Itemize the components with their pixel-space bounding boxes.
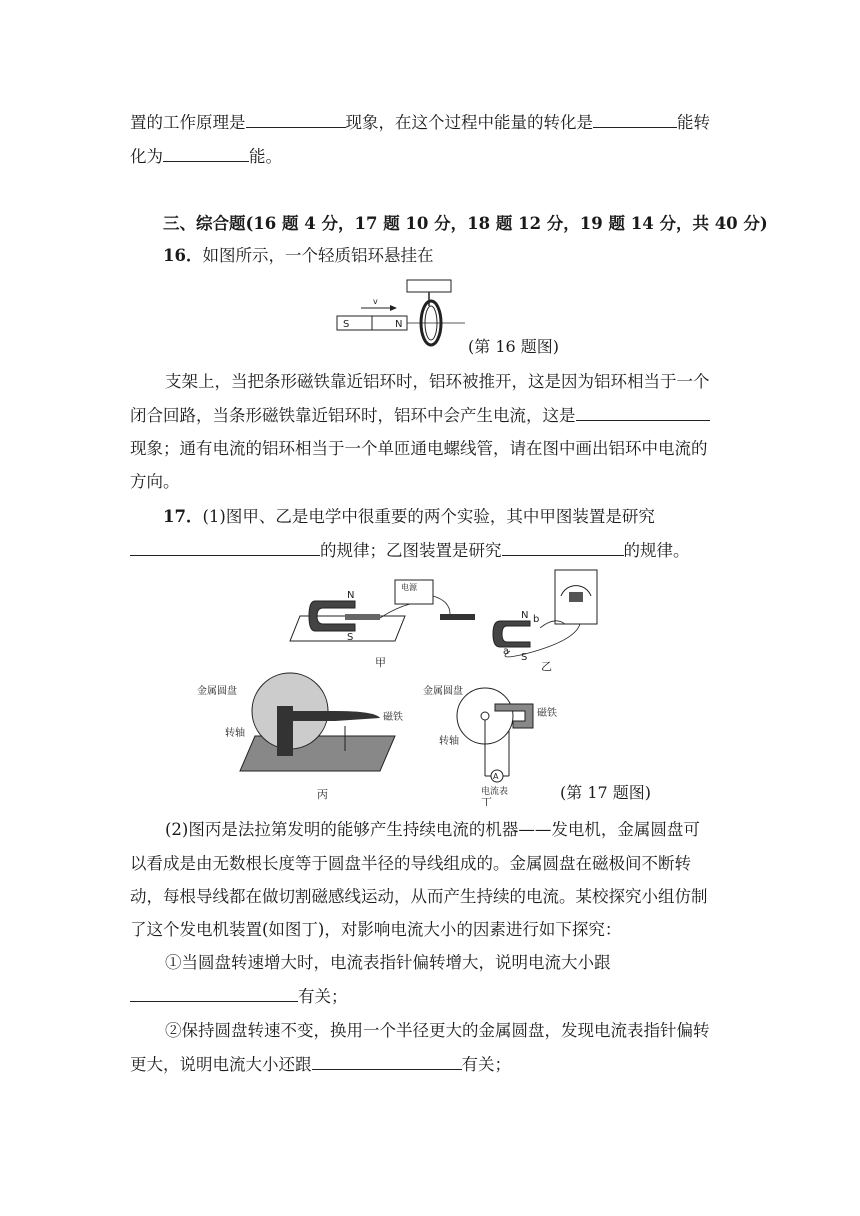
answer-blank[interactable] [130,985,298,1002]
figure-bing-label: 丙 [317,788,328,801]
figure-17-caption: (第 17 题图) [560,783,652,802]
figure-ding-label: 丁 [481,796,492,806]
question-17-intro [163,505,728,529]
ammeter-symbol: A [493,772,499,781]
arrow-icon [390,305,397,311]
question-number: 17． [163,507,203,526]
text-span: 动，每根导线都在做切割磁感线运动，从而产生持续的电流。某校探究小组仿制 [130,887,708,906]
text-line [130,470,730,494]
arrow-label: v [373,297,378,306]
text-span: 置的工作原理是 [130,113,246,132]
question-16-intro [163,244,728,268]
text-line [130,1053,730,1077]
figure-jia-label: 甲 [375,656,386,669]
text-span: 现象，在这个过程中能量的转化是 [345,113,593,132]
text-span: 有关； [298,987,348,1006]
axle-label: 转轴 [225,728,245,739]
text-line [165,951,730,975]
answer-blank[interactable] [130,539,320,556]
text-span: 能。 [249,147,282,166]
text-span: 的规律；乙图装置是研究 [320,541,502,560]
figure-ding [423,684,557,806]
question-number: 16． [163,246,203,265]
figure-jia [290,580,475,669]
text-span: 更大，说明电流大小还跟 [130,1055,312,1074]
magnet-label: 磁铁 [383,712,403,723]
wire-b-label: b [533,614,540,625]
text-line [130,404,730,428]
section-heading [163,212,768,236]
text-span: (2)图丙是法拉第发明的能够产生持续电流的机器——发电机，金属圆盘可 [165,820,700,839]
wire-a-label: a [503,646,510,657]
magnet-label: 磁铁 [537,708,557,719]
text-line [130,918,730,942]
text-line [165,1019,730,1043]
text-span: 如图所示，一个轻质铝环悬挂在 [202,246,434,265]
text-span: 支架上，当把条形磁铁靠近铝环时，铝环被推开，这是因为铝环相当于一个 [165,372,710,391]
section-title: 三、综合题(16 题 4 分，17 题 10 分，18 题 12 分，19 题 14 分，共 40 分) [163,214,768,233]
text-line [130,985,730,1009]
text-span: (1)图甲、乙是电学中很重要的两个实验，其中甲图装置是研究 [202,507,655,526]
text-span: 现象；通有电流的铝环相当于一个单匝通电螺线管，请在图中画出铝环中电流的 [130,439,708,458]
figure-16 [335,278,475,358]
text-line [130,852,730,876]
answer-blank[interactable] [502,539,624,556]
text-span: 有关； [461,1055,511,1074]
pole-s-label: S [521,652,528,663]
power-supply-label: 电源 [401,583,417,592]
text-span: 的规律。 [623,541,690,560]
text-line [130,145,730,169]
figure-yi-label: 乙 [541,660,552,673]
figure-yi [493,570,597,673]
text-span: 能转 [677,113,710,132]
magnet-s-label: S [343,319,350,330]
text-span: 方向。 [130,472,180,491]
text-span: ①当圆盘转速增大时，电流表指针偏转增大，说明电流大小跟 [165,953,611,972]
ammeter-label: 电流表 [481,787,509,797]
magnet-n-label: N [395,319,403,330]
text-line [130,539,730,563]
answer-blank[interactable] [593,111,677,128]
answer-blank[interactable] [576,404,710,421]
pole-s-label: S [347,632,354,643]
text-span: 了这个发电机装置(如图丁)，对影响电流大小的因素进行如下探究： [130,920,622,939]
text-line [130,885,730,909]
figure-17 [195,566,655,806]
answer-blank[interactable] [312,1053,462,1070]
figure-16-caption: (第 16 题图) [468,337,560,356]
figure-bing [197,673,403,801]
text-line [165,818,730,842]
text-span: ②保持圆盘转速不变，换用一个半径更大的金属圆盘，发现电流表指针偏转 [165,1021,710,1040]
text-span: 闭合回路，当条形磁铁靠近铝环时，铝环中会产生电流，这是 [130,406,576,425]
text-line [130,437,730,461]
pole-n-label: N [347,590,355,601]
text-line [130,111,730,135]
text-line [165,370,730,394]
axle-label: 转轴 [439,736,459,747]
text-span: 以看成是由无数根长度等于圆盘半径的导线组成的。金属圆盘在磁极间不断转 [130,854,691,873]
disk-label: 金属圆盘 [197,686,237,697]
answer-blank[interactable] [163,145,249,162]
answer-blank[interactable] [246,111,346,128]
pole-n-label: N [521,610,529,621]
text-span: 化为 [130,147,163,166]
disk-label: 金属圆盘 [423,686,463,697]
